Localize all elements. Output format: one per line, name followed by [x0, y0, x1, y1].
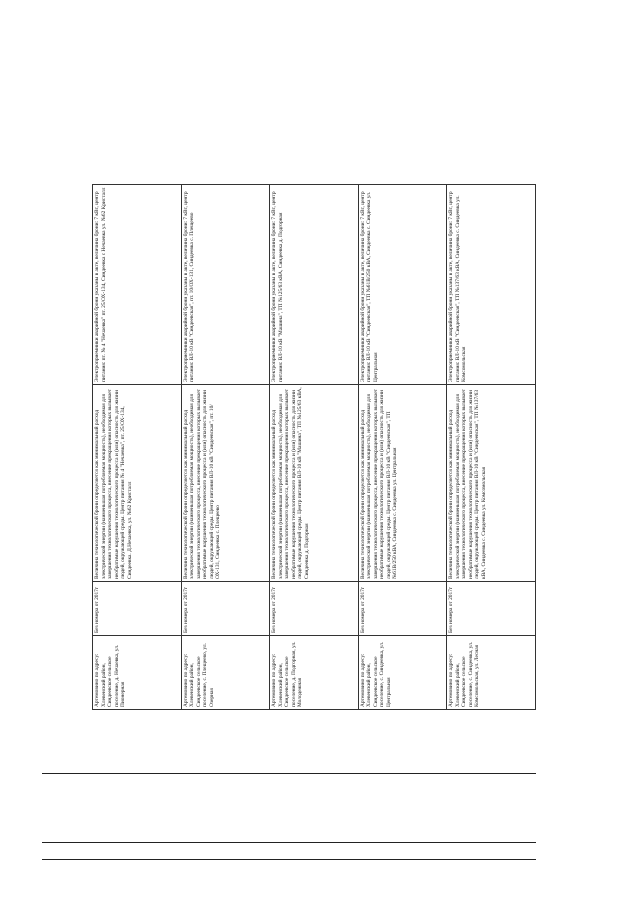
remark-cell: Электроприемники аварийной брони указаны в акте, величина брони: 7 кВт, центр питания: пт. № 4 "Нечаевка" пт. 25/ОХ-134, Синдеевка с Нечаевка ул. №62 Кристалл — [93, 185, 182, 385]
emergency-reserve-table — [92, 184, 536, 710]
number-cell: Без номера от 2017г — [270, 582, 359, 636]
number-cell: Без номера от 2017г — [358, 582, 447, 636]
number-cell: Без номера от 2017г — [93, 582, 182, 636]
horizontal-rule-top — [42, 773, 536, 774]
address-cell: Артемовино по адресу: Хлевенский район, Синдеевское сельское поселение, д. Подгорная, ул. Молодежная — [270, 636, 359, 710]
rotated-table-container — [92, 185, 536, 710]
remark-cell: Электроприемники аварийной брони указаны в акте, величина брони: 7 кВт, центр питания: ВЛ-10 кВ "Синдеевская", ТП №61В/250 кВА, Синдеевка с. Синдеевка ул. Центральная — [358, 185, 447, 385]
table-row — [447, 185, 536, 710]
rationale-cell: Величина технологической брони определяется как минимальный расход электрической энергии (наименьшая потребляемая мощность), необходимая для завершения технологического процесса, внесение прекращения которых вызывает необратимые нарушения технологического процесса и (или) опасность для жизни людей, окружающей среды. Центр питания ВЛ-10 кВ "Машина", ТП №125/63 кВА, Синдеевка д. Подгорная — [270, 385, 359, 582]
remark-cell: Электроприемники аварийной брони указаны в акте, величина брони: 7 кВт, центр питания: ВЛ-10 кВ "Синдеевская", пт. 10/ОХ-131, Синдеевка с. Плещеево — [181, 185, 270, 385]
horizontal-rule-middle — [42, 842, 536, 843]
rationale-cell: Величина технологической брони определяется как минимальный расход электрической энергии (наименьшая потребляемая мощность), необходимая для завершения технологического процесса, внесение прекращения которых вызывает необратимые нарушения технологического процесса и (или) опасность для жизни людей, окружающей среды. Центр питания ВЛ-10 кВ "Синдеевская", ТП №61В/250 кВА, Синдеевка с. Синдеевка ул. Центральная — [358, 385, 447, 582]
horizontal-rule-bottom — [42, 859, 536, 860]
number-cell: Без номера от 2017г — [447, 582, 536, 636]
table-row — [358, 185, 447, 710]
table-row — [181, 185, 270, 710]
rationale-cell: Величина технологической брони определяется как минимальный расход электрической энергии (наименьшая потребляемая мощность), необходимая для завершения технологического процесса, внесение прекращения которых вызывает необратимые нарушения технологического процесса и (или) опасность для жизни людей, окружающей среды. Центр питания № 4 "Нечаевка", пт. 25/ОХ-134, Синдеевка. Д.Нечаевка, ул. №62 Кристалл — [93, 385, 182, 582]
address-cell: Артемовино по адресу: Хлевенский район, Синдеевское сельское поселение, с. Синдеевка, ул. Комсомольская, ул. Лесная — [447, 636, 536, 710]
remark-cell: Электроприемники аварийной брони указаны в акте, величина брони: 7 кВт, центр питания: ВЛ-10 кВ "Синдеевская", ТП №137/63 кВА, Синдеевка с. Синдеевка ул. Комсомольская — [447, 185, 536, 385]
rationale-cell: Величина технологической брони определяется как минимальный расход электрической энергии (наименьшая потребляемая мощность), необходимая для завершения технологического процесса, внесение прекращения которых вызывает необратимые нарушения технологического процесса и (или) опасность для жизни людей, окружающей среды. Центр питания ВЛ-10 кВ "Синдеевская", пт. 10/ОХ-131, Синдеевка с. Плещеево — [181, 385, 270, 582]
address-cell: Артемовино по адресу: Хлевенский район, Синдеевское сельское поселение, д. Нечаевка, ул. Пионерная — [93, 636, 182, 710]
number-cell: Без номера от 2017г — [181, 582, 270, 636]
table-row — [93, 185, 182, 710]
address-cell: Артемовино по адресу: Хлевенский район, Синдеевское сельское поселение, с. Синдеевка, ул. Центральная — [358, 636, 447, 710]
address-cell: Артемовино по адресу: Хлевенский район, Синдеевское сельское поселение, с. Плещеево, ул. Озерная — [181, 636, 270, 710]
rationale-cell: Величина технологической брони определяется как минимальный расход электрической энергии (наименьшая потребляемая мощность), необходимая для завершения технологического процесса, внесение прекращения которых вызывает необратимые нарушения технологического процесса и (или) опасность для жизни людей, окружающей среды. Центр питания ВЛ-10 кВ "Синдеевская", ТП №137/63 кВА, Синдеевка с. Синдеевка ул. Комсомольская — [447, 385, 536, 582]
remark-cell: Электроприемники аварийной брони указаны в акте, величина брони: 7 кВт, центр питания: ВЛ-10 кВ "Машина", ТП №125/63 кВА, Синдеевка д. Подгорная — [270, 185, 359, 385]
table-row — [270, 185, 359, 710]
